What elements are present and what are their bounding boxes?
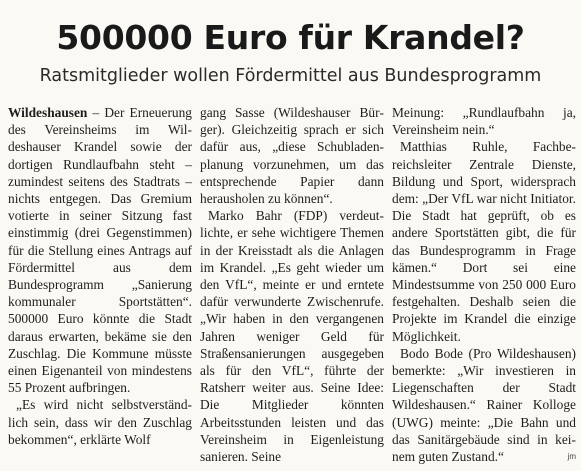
article-headline: 500000 Euro für Krandel? <box>56 18 525 57</box>
column-1-paragraph-2: „Es wird nicht selbstverständlich sein, dass wir den Zuschlag bekommen“, erklärte Wolf <box>8 397 192 447</box>
column-1-paragraph-1 <box>8 104 192 396</box>
column-2-paragraph-1: gang Sasse (Wildeshauser Bürger). Gleichzeitig sprach er sich dafür aus, „diese Schubladenplanung vorzunehmen, um das entsprechende Papier dann herausholen zu können“. <box>200 105 384 207</box>
article-column-3 <box>392 104 576 465</box>
column-3-paragraph-3 <box>392 345 576 465</box>
dateline: Wildeshausen <box>8 105 88 120</box>
column-3-paragraph-2: Matthias Ruhle, Fachbereichsleiter Zentrale Dienste, Bildung und Sport, widersprach dem: „Der VfL war nicht Initiator. Die Stadt hat geprüft, ob es andere Sportstätten gibt, die für das Bundesprogramm in Frage kämen.“ Dort sei eine Mindestsumme von 250 000 Euro festgehalten. Deshalb seien die Projekte im Krandel die einzige Möglichkeit. <box>392 139 576 344</box>
column-2-paragraph-2: Marko Bahr (FDP) verdeutlichte, er sehe wichtigere Themen in der Kreisstadt als die Anlagen im Krandel. „Es geht wieder um den VfL“, meinte er und erntete dafür verwunderte Zwischenrufe. „Wir haben in den vergangenen Jahren weniger Geld für Straßensanierungen ausgegeben als für den VfL“, führte der Ratsherr weiter aus. Seine Idee: Die Mitglieder könnten Arbeitsstunden leisten und das Vereinsheim in Eigenleistung sanieren. Seine <box>200 208 384 465</box>
column-3-paragraph-1: Meinung: „Rundlaufbahn ja, Vereinsheim nein.“ <box>392 105 576 138</box>
article-column-2 <box>200 104 384 465</box>
column-1-paragraph-1-text: – Der Erneuerung des Vereinsheims im Wildeshauser Krandel sowie der dortigen Rundlaufbahn steht – zumindest seitens des Stadtrats – nichts entgegen. Das Gremium votierte in seiner Sitzung fast einstimmig (drei Gegenstimmen) für die Stellung eines Antrags auf Fördermittel aus dem Bundesprogramm „Sanierung kommunaler Sportstätten“. 500000 Euro könnte die Stadt daraus erwarten, bekäme sie den Zuschlag. Die Kommune müsste einen Eigenanteil von mindestens 55 Prozent aufbringen. <box>8 105 192 396</box>
article-subheadline: Ratsmitglieder wollen Fördermittel aus Bundesprogramm <box>39 66 542 86</box>
author-initials: jm <box>567 452 576 462</box>
column-3-paragraph-3-text: Bodo Bode (Pro Wildeshausen) bemerkte: „Wir investieren in Liegenschaften der Stadt Wildeshausen.“ Rainer Kolloge (UWG) meinte: „Die Bahn und das Sanitärgebäude sind in keinem guten Zustand.“ <box>392 345 576 465</box>
article-column-1 <box>8 104 192 448</box>
